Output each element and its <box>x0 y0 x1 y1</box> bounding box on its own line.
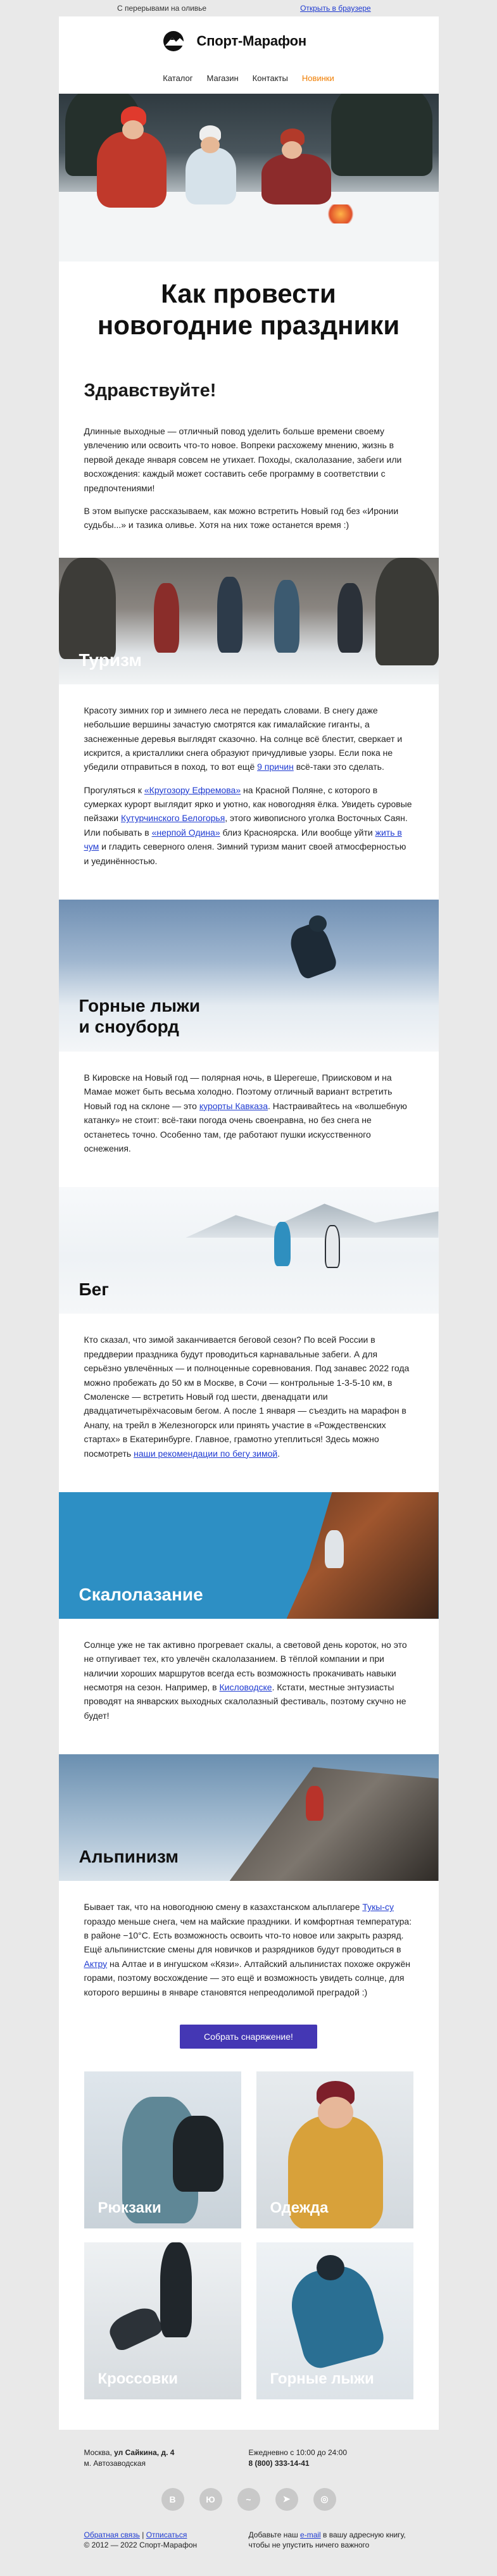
runner-figure <box>274 1222 291 1266</box>
runner-figure <box>325 1225 340 1268</box>
alpinist-figure <box>306 1786 324 1821</box>
reasons-link[interactable]: 9 причин <box>257 762 294 772</box>
tree <box>59 558 116 659</box>
model-head <box>318 2097 353 2128</box>
footer-hours: Ежедневно с 10:00 до 24:00 8 (800) 333-14-41 <box>248 2447 347 2468</box>
feedback-link[interactable]: Обратная связь <box>84 2530 140 2539</box>
skier-helmet <box>309 915 327 932</box>
greeting: Здравствуйте! <box>84 380 217 401</box>
climber-figure <box>325 1530 344 1568</box>
youtube-icon[interactable]: Ю <box>199 2488 222 2511</box>
intro <box>59 380 439 532</box>
section-label-tourism: Туризм <box>79 650 142 670</box>
tourism-paragraph-2: Прогуляться к «Кругозору Ефремова» на Красной Поляне, с которого в сумерках курорт выглядит ярко и уютно, как новогодняя ёлка. Увидеть суровые пейзажи Кутурчинского Белогорья, этого живописного уголка Восточных Саян. Или побывать в «нерпой Одина» близ Красноярска. Или вообще уйти жить в чум и гладить северного оленя. Зимний туризм манит своей атмосферностью и уединённостью. <box>84 784 412 866</box>
run-image <box>59 1187 439 1314</box>
campfire <box>325 204 356 223</box>
run-text <box>59 1314 439 1492</box>
email-link[interactable]: e-mail <box>300 2530 321 2539</box>
climbing-text <box>59 1619 439 1754</box>
aktru-link[interactable]: Актру <box>84 1958 108 1969</box>
tree <box>375 558 439 665</box>
mountain-logo-icon <box>163 30 192 52</box>
run-paragraph: Кто сказал, что зимой заканчивается беговой сезон? По всей России в преддверии праздника будут проводиться карнавальные забеги. А для серьёзно увлечённых — и полноценные соревнования. Под занавес 2022 года можно пробежать до 50 км в Москве, в Сочи — контрольные 1-3-5-10 км, в Смоленске — встретить Новый год шести, двенадцати или двадцатичетырёхчасовым бегом. А после 1 января — съездить на марафон в Анапу, на трейл в Железногорск или принять участие в «Рождественских стартах» в Екатеринбурге. Главное, грамотно утеплиться! Здесь можно посмотреть наши рекомендации по бегу зимой. <box>84 1335 410 1459</box>
hiker-figure <box>154 583 179 653</box>
title-line-1: Как провести <box>161 279 336 308</box>
zen-icon[interactable]: ~ <box>237 2488 260 2511</box>
tile-label: Кроссовки <box>98 2370 179 2387</box>
footer-links: Обратная связь | Отписаться © 2012 — 2022 Спорт-Марафон <box>84 2530 198 2550</box>
tourism-image <box>59 558 439 684</box>
section-label-ski: Горные лыжи и сноуборд <box>79 995 201 1037</box>
nav-contacts[interactable]: Контакты <box>252 73 288 83</box>
unsubscribe-link[interactable]: Отписаться <box>146 2530 187 2539</box>
hero-image <box>59 94 439 261</box>
address-bold: ул Сайкина, д. 4 <box>114 2447 175 2457</box>
tile-sneakers[interactable] <box>84 2242 241 2399</box>
nav-store[interactable]: Магазин <box>206 73 239 83</box>
footer-bottom <box>84 2530 413 2551</box>
tile-clothing[interactable] <box>256 2071 413 2228</box>
belogorie-link[interactable]: Кутурчинского Белогорья <box>120 813 225 824</box>
page-title <box>59 278 439 342</box>
tile-backpacks[interactable] <box>84 2071 241 2228</box>
hiker-figure <box>186 148 236 204</box>
social-links <box>84 2488 413 2511</box>
kislovodsk-link[interactable]: Кисловодске <box>219 1682 272 1693</box>
tourism-text <box>59 684 439 900</box>
section-label-run: Бег <box>79 1279 109 1299</box>
section-label-climbing: Скалолазание <box>79 1584 203 1604</box>
metro: м. Автозаводская <box>84 2458 146 2468</box>
shoe <box>105 2303 165 2353</box>
odin-link[interactable]: «нерпой Одина» <box>151 827 220 838</box>
running-tips-link[interactable]: наши рекомендации по бегу зимой <box>134 1448 278 1459</box>
rocky-summit <box>230 1767 439 1881</box>
tile-label: Горные лыжи <box>270 2370 374 2387</box>
ski-paragraph: В Кировске на Новый год — полярная ночь, в Шерегеше, Приисковом и на Мамае может быть весьма холодно. Поэтому отличный вариант встретить Новый год на склоне — это курорты Кавказа. Настраивайтесь на «волшебную катанку» не стоит: всё-таки погода очень своенравна, но без снега не останетесь точно. Особенно там, где работают пушки искусственного оснежения. <box>84 1072 407 1153</box>
chum-link[interactable]: жить в чум <box>84 827 402 852</box>
ski-image <box>59 900 439 1052</box>
intro-paragraph-1: Длинные выходные — отличный повод уделить больше времени своему увлечению или освоить что-то новое. Вопреки расхожему мнению, жизнь в первой декаде января совсем не утихает. Походы, скалолазание, забеги или восхождения: каждый может составить себе программу в соответствии с предпочтениями! <box>84 426 402 493</box>
vk-icon[interactable]: В <box>161 2488 184 2511</box>
tourism-paragraph-1: Красоту зимних гор и зимнего леса не передать словами. В снегу даже небольшие вершины зачастую смотрятся как гималайские гиганты, а заснеженные деревья выглядят сказочно. На солнце всё блестит, сверкает и искрится, а кристаллики снега образуют причудливые узоры. Если пока не убедили отправиться в поход, то вот ещё 9 причин всё-таки это сделать. <box>84 705 403 772</box>
footer-addressbook: Добавьте наш e-mail в вашу адресную книгу, чтобы не упустить ничего важного <box>248 2530 406 2550</box>
hiker-figure <box>261 154 331 204</box>
leg <box>160 2242 192 2337</box>
rock-wall <box>287 1492 439 1619</box>
tile-skis[interactable] <box>256 2242 413 2399</box>
ski-text <box>59 1052 439 1187</box>
tuyuk-su-link[interactable]: Тукы-су <box>362 1902 394 1913</box>
nav-catalog[interactable]: Каталог <box>163 73 193 83</box>
alpinism-text <box>59 1881 439 2021</box>
hiker-figure <box>337 583 363 653</box>
header <box>59 16 439 94</box>
skier-helmet <box>317 2255 344 2280</box>
preheader <box>0 0 497 16</box>
hiker-figure <box>274 580 299 653</box>
hiker-figure <box>217 577 242 653</box>
tile-label: Рюкзаки <box>98 2199 161 2216</box>
cta-button[interactable]: Собрать снаряжение! <box>180 2025 317 2049</box>
caucasus-link[interactable]: курорты Кавказа <box>199 1100 268 1111</box>
email-body <box>59 16 439 2430</box>
hiker-head <box>122 120 144 139</box>
mountain-ridge <box>186 1200 439 1238</box>
title-block <box>59 261 439 369</box>
tile-label: Одежда <box>270 2199 329 2216</box>
intro-paragraph-2: В этом выпуске рассказываем, как можно встретить Новый год без «Иронии судьбы...» и тазика оливье. Хотя на них тоже останется время :) <box>84 505 399 531</box>
hiker-head <box>282 141 302 159</box>
title-line-2: новогодние праздники <box>97 310 400 341</box>
phone[interactable]: 8 (800) 333-14-41 <box>248 2458 310 2468</box>
hiker-figure <box>97 132 167 208</box>
brand-name: Спорт-Марафон <box>196 33 306 49</box>
section-label-alpinism: Альпинизм <box>79 1846 179 1866</box>
climbing-image <box>59 1492 439 1619</box>
brand-logo[interactable] <box>163 30 306 52</box>
footer-contacts <box>84 2447 413 2469</box>
category-tiles <box>59 2071 439 2430</box>
backpack <box>173 2116 223 2192</box>
krugozor-link[interactable]: «Кругозору Ефремова» <box>144 784 241 795</box>
odnoklassniki-icon[interactable]: ◎ <box>313 2488 336 2511</box>
cta-wrap <box>59 2021 439 2071</box>
telegram-icon[interactable]: ➤ <box>275 2488 298 2511</box>
tree <box>331 94 432 176</box>
main-nav <box>59 73 439 83</box>
copyright: © 2012 — 2022 Спорт-Марафон <box>84 2541 198 2550</box>
footer <box>59 2430 439 2576</box>
open-in-browser-link[interactable]: Открыть в браузере <box>300 4 371 13</box>
footer-address: Москва, ул Сайкина, д. 4 м. Автозаводская <box>84 2447 175 2468</box>
climbing-paragraph: Солнце уже не так активно прогревает скалы, а световой день короток, но это не отпугивает тех, кто увлечён скалолазанием. В тёплой компании и при наличии хороших маршрутов всегда есть возможность прокачивать навыки несмотря на сезон. Например, в Кисловодске. Кстати, местные энтузиасты проводят на январских выходных скалолазный фестиваль, поэтому скучно не будет! <box>84 1639 407 1721</box>
nav-new[interactable]: Новинки <box>301 73 334 83</box>
alpinism-image <box>59 1754 439 1881</box>
hiker-head <box>201 137 220 153</box>
alpinism-paragraph: Бывает так, что на новогоднюю смену в казахстанском альплагере Тукы-су гораздо меньше снега, чем на майские праздники. И комфортная температура: в районе −10°С. Есть возможность освоить что-то новое или закрыть разряд. Ещё альпинистские смены для новичков и разрядников будут проводиться в Актру на Алтае и в ингушском «Кязи». Алтайский альпинистах похоже окружён горами, поэтому восхождение — это ещё и возможность увидеть солнце, для которого вершины в январе становятся непреодолимой преградой :) <box>84 1902 412 1997</box>
preheader-text: С перерывами на оливье <box>117 4 207 13</box>
